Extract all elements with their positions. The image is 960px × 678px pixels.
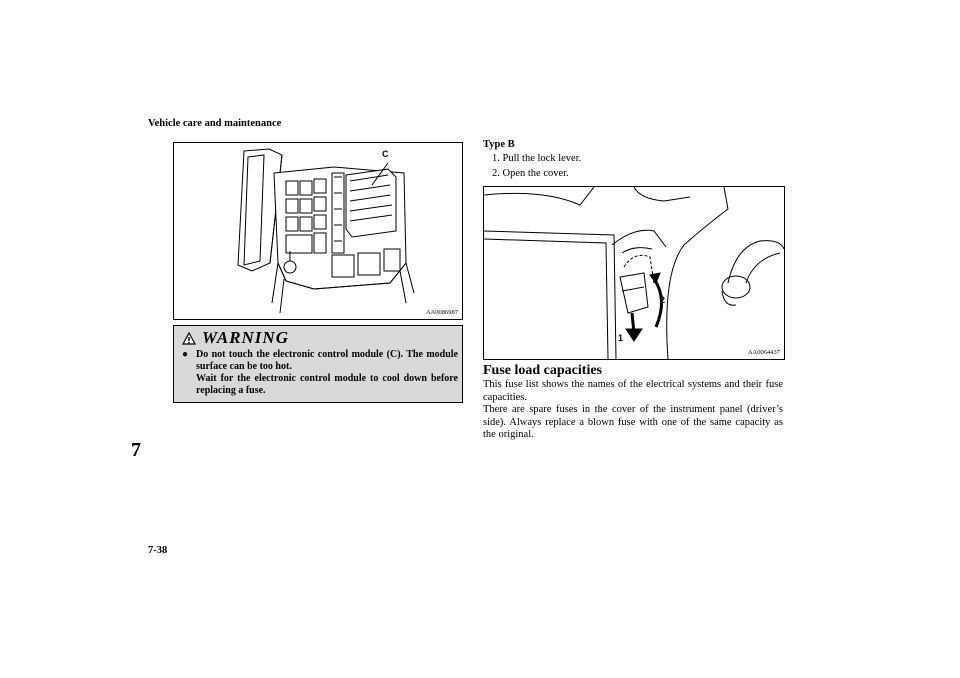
step-item: 1. Pull the lock lever. — [492, 153, 582, 164]
warning-header — [182, 328, 289, 348]
bullet-icon: ● — [182, 349, 189, 360]
fuse-box-drawing — [174, 143, 462, 319]
section-title: Vehicle care and maintenance — [148, 118, 282, 129]
lock-lever-illustration — [483, 186, 785, 360]
callout-1: 1 — [618, 333, 624, 343]
warning-line: Do not touch the electronic control module (C). The module surface can be too hot. — [196, 349, 458, 372]
chapter-tab: 7 — [131, 438, 141, 461]
figure-code: AA0086987 — [425, 309, 458, 316]
warning-body — [182, 349, 458, 397]
warning-title: WARNING — [202, 328, 289, 347]
type-b-title: Type B — [483, 139, 515, 150]
callout-c: C — [382, 149, 389, 159]
body-text — [483, 379, 783, 442]
fuse-box-illustration — [173, 142, 463, 320]
section-heading: Fuse load capacities — [483, 363, 602, 378]
warning-line: Wait for the electronic control module to cool down before replacing a fuse. — [196, 373, 458, 396]
figure-code: AA0064437 — [747, 349, 780, 356]
warning-box — [173, 325, 463, 403]
page-number: 7-38 — [148, 545, 168, 556]
cover-drawing — [484, 187, 784, 359]
callout-2: 2 — [660, 295, 666, 305]
warning-triangle-icon — [182, 332, 196, 345]
step-item: 2. Open the cover. — [492, 168, 569, 179]
paragraph: This fuse list shows the names of the electrical systems and their fuse capacities. — [483, 379, 783, 403]
paragraph: There are spare fuses in the cover of the instrument panel (driver’s side). Always replace a blown fuse with one of the same capacity as the original. — [483, 404, 783, 440]
